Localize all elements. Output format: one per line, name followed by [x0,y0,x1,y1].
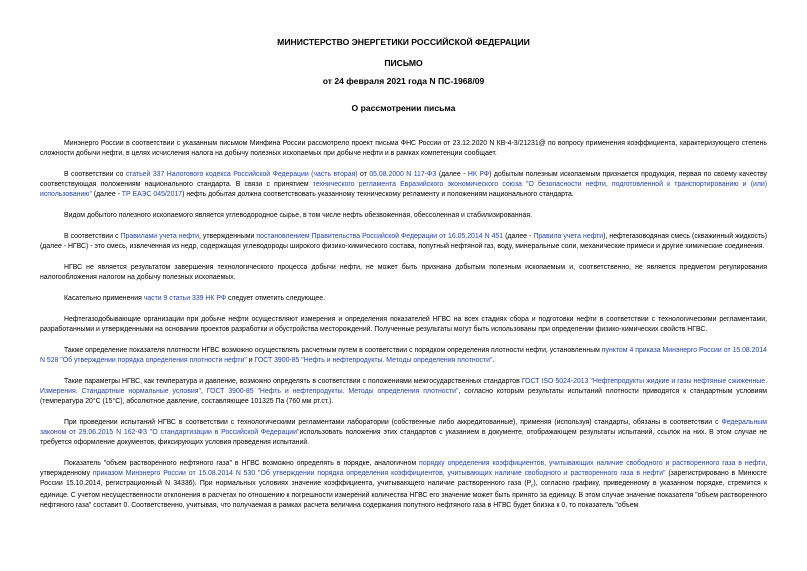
paragraph-text: ) добытым полезным ископаемым признается продукция, первая по своему качеству соответствующая положениям национального стандарта. В связи с принятием [40,171,767,188]
paragraph [40,232,767,252]
paragraph [40,377,767,407]
paragraph-text: Показатель "объем растворенного нефтяного газа" в НГВС возможно определять в порядке, аналогичном [64,460,420,467]
paragraph-text: , утвержденными [198,233,257,240]
document-link[interactable]: ГОСТ ISO 5024-2013 "Нефтепродукты жидкие и газы нефтяные сжиженные. Измерения. Стандартные нормальные условия" [40,378,767,395]
paragraph-text: , [200,388,207,395]
paragraph-text: Также определение показателя плотности НГВС возможно осуществлять расчетным путем в соответствии с порядком определения плотности нефти, установленным [64,347,602,354]
paragraph-text: В соответствии с [64,233,121,240]
paragraph-text: Касательно применения [64,295,144,302]
document-link[interactable]: Правила учета нефти [533,233,604,240]
paragraph-text: ) нефть добытая должна соответствовать указанному техническому регламенту и положениям национального стандарта. [182,191,574,198]
document-link[interactable]: ГОСТ 3900-85 "Нефть и нефтепродукты. Методы определения плотности" [206,388,459,395]
paragraph-text: Такие параметры НГВС, как температура и давление, возможно определять в соответствии с положениями межгосударственных стандартов [64,378,522,385]
paragraph-text: Нефтегазодобывающие организации при добыче нефти осуществляют измерения и определения показателей НГВС на всех стадиях сбора и подготовки нефти в соответствии с технологическими регламентами, разработанными и утвержденными на основании проектов разработки и обустройства месторождений. Полученные результаты могут быть использованы при определении физико-химических свойств НГВС. [40,316,767,333]
document-date-number: от 24 февраля 2021 года N ПС-1968/09 [322,76,485,86]
document-link[interactable]: пунктом 4 приказа Минэнерго России от 15.08.2014 N 528 "Об утверждении порядка определения плотности нефти" [40,347,767,364]
paragraph-text: от [357,171,370,178]
document-link[interactable]: НК РФ [467,171,490,178]
paragraph [40,263,767,283]
paragraph-text: Минэнерго России в соответствии с указанным письмом Минфина России рассмотрело проект письма ФНС России от 23.12.2020 N КВ-4-3/21231@ по вопросу применения коэффициента, характеризующего степень сложности добычи нефти, в целях исчисления налога на добычу полезных ископаемых при добыче нефти и в рамках компетенции сообщает. [40,140,767,157]
paragraph [40,211,767,221]
document-link[interactable]: приказом Минэнерго России от 15.08.2014 N 530 "Об утверждении порядка определения коэффициентов, учитывающих наличие свободного и растворенного газа в нефти" [92,470,666,477]
paragraph [40,346,767,366]
document-subject: О рассмотрении письма [351,103,456,113]
paragraph [40,294,767,304]
paragraph-text: ), нефтегазоводяная смесь (скважинный жидкость) (далее - НГВС) - это смесь, извлеченная из недр, содержащая углеводороды широкого физико-химического состава, попутный нефтяной газ, воду, минеральные соли, механические примеси и другие химические соединения. [40,233,767,250]
paragraph-text: использовать положения этих стандартов с указанием в документе, отображающем результаты испытаний, ссылок на них. В этом случае не требуется оформление документов, фиксирующих условия проведения испытаний. [40,429,768,446]
paragraph [40,170,767,200]
document-link[interactable]: постановлением Правительства Российской Федерации от 16.05.2014 N 451 [256,233,504,240]
document-type-heading: ПИСЬМО [384,58,423,68]
paragraph-text: (далее - [503,233,534,240]
ministry-heading: МИНИСТЕРСТВО ЭНЕРГЕТИКИ РОССИЙСКОЙ ФЕДЕРАЦИИ [277,37,530,47]
paragraph-text: . [492,357,495,364]
paragraph-text: следует отметить следующее. [226,295,325,302]
document-link[interactable]: технического регламента Евразийского экономического союза "О безопасности нефти, подготовленной к транспортированию и (или) использованию" [40,181,768,198]
document-link[interactable]: Правилами учета нефти [120,233,199,240]
paragraph-text: ), согласно графику, приведенному в указанном порядке, стремится к единице. С учетом несущественности отклонения в расчетах по отношению к погрешности измерений количества НГВС его значение может быть принято за единицу. В этом случае значение показателя "объем растворенного нефтяного газа" составит 0. Соответственно, учитывая, что получаемая в рамках расчета величина содержания попутного нефтяного газа в НГВС будет близка к 0, то показатель "объем [40,480,767,510]
paragraph-text: (зарегистрировано в Минюсте России 15.10.2014, регистрационный N 34336). При нормальных условиях значение коэффициента, учитывающего наличие растворенного газа (Р [40,470,767,487]
paragraph-text: Видом добытого полезного ископаемого является углеводородное сырье, в том числе нефть обезвоженная, обессоленная и стабилизированная. [64,212,532,219]
document-link[interactable]: статьей 337 Налогового кодекса Российской Федерации (часть вторая) [125,171,358,178]
paragraph-text: НГВС не является результатом завершения технологического процесса добычи нефти, не может быть признана добытым полезным ископаемым и, соответственно, не является предметом регулирования налогообложения налогом на добычу полезных ископаемых. [40,264,767,281]
paragraph-text: и [246,357,255,364]
paragraph [40,418,767,448]
document-link[interactable]: 05.08.2000 N 117-ФЗ [369,171,437,178]
document-link[interactable]: Федеральным законом от 29.06.2015 N 162-ФЗ "О стандартизации в Российской Федерации" [40,419,767,436]
paragraph-text: В соответствии со [64,171,126,178]
document-link[interactable]: ГОСТ 3900-85 "Нефть и нефтепродукты. Методы определения плотности" [254,357,493,364]
paragraph-text: (далее - [91,191,122,198]
paragraph-text: , утвержденному [40,460,767,477]
document-body [40,139,767,522]
document-link[interactable]: ТР ЕАЭС 045/2017 [121,191,183,198]
paragraph [40,315,767,335]
paragraph-text: , согласно которым результаты испытаний плотности приводятся к стандартным условиям (температура 20°С (15°С), абсолютное давление, составляющее 101325 Па (760 мм рт.ст.). [40,388,767,405]
paragraph-text: (далее - [436,171,468,178]
paragraph [40,459,767,511]
paragraph-text: При проведении испытаний НГВС в соответствии с технологическими регламентами лаборатории (собственные либо аккредитованные), применяя (используя) стандарты, обязаны в соответствии с [64,419,722,426]
document-link[interactable]: порядку определения коэффициентов, учитывающих наличие свободного и растворенного газа в нефти [419,460,766,467]
document-link[interactable]: части 9 статьи 339 НК РФ [143,295,227,302]
subscript-text: г [531,483,534,490]
paragraph [40,139,767,159]
